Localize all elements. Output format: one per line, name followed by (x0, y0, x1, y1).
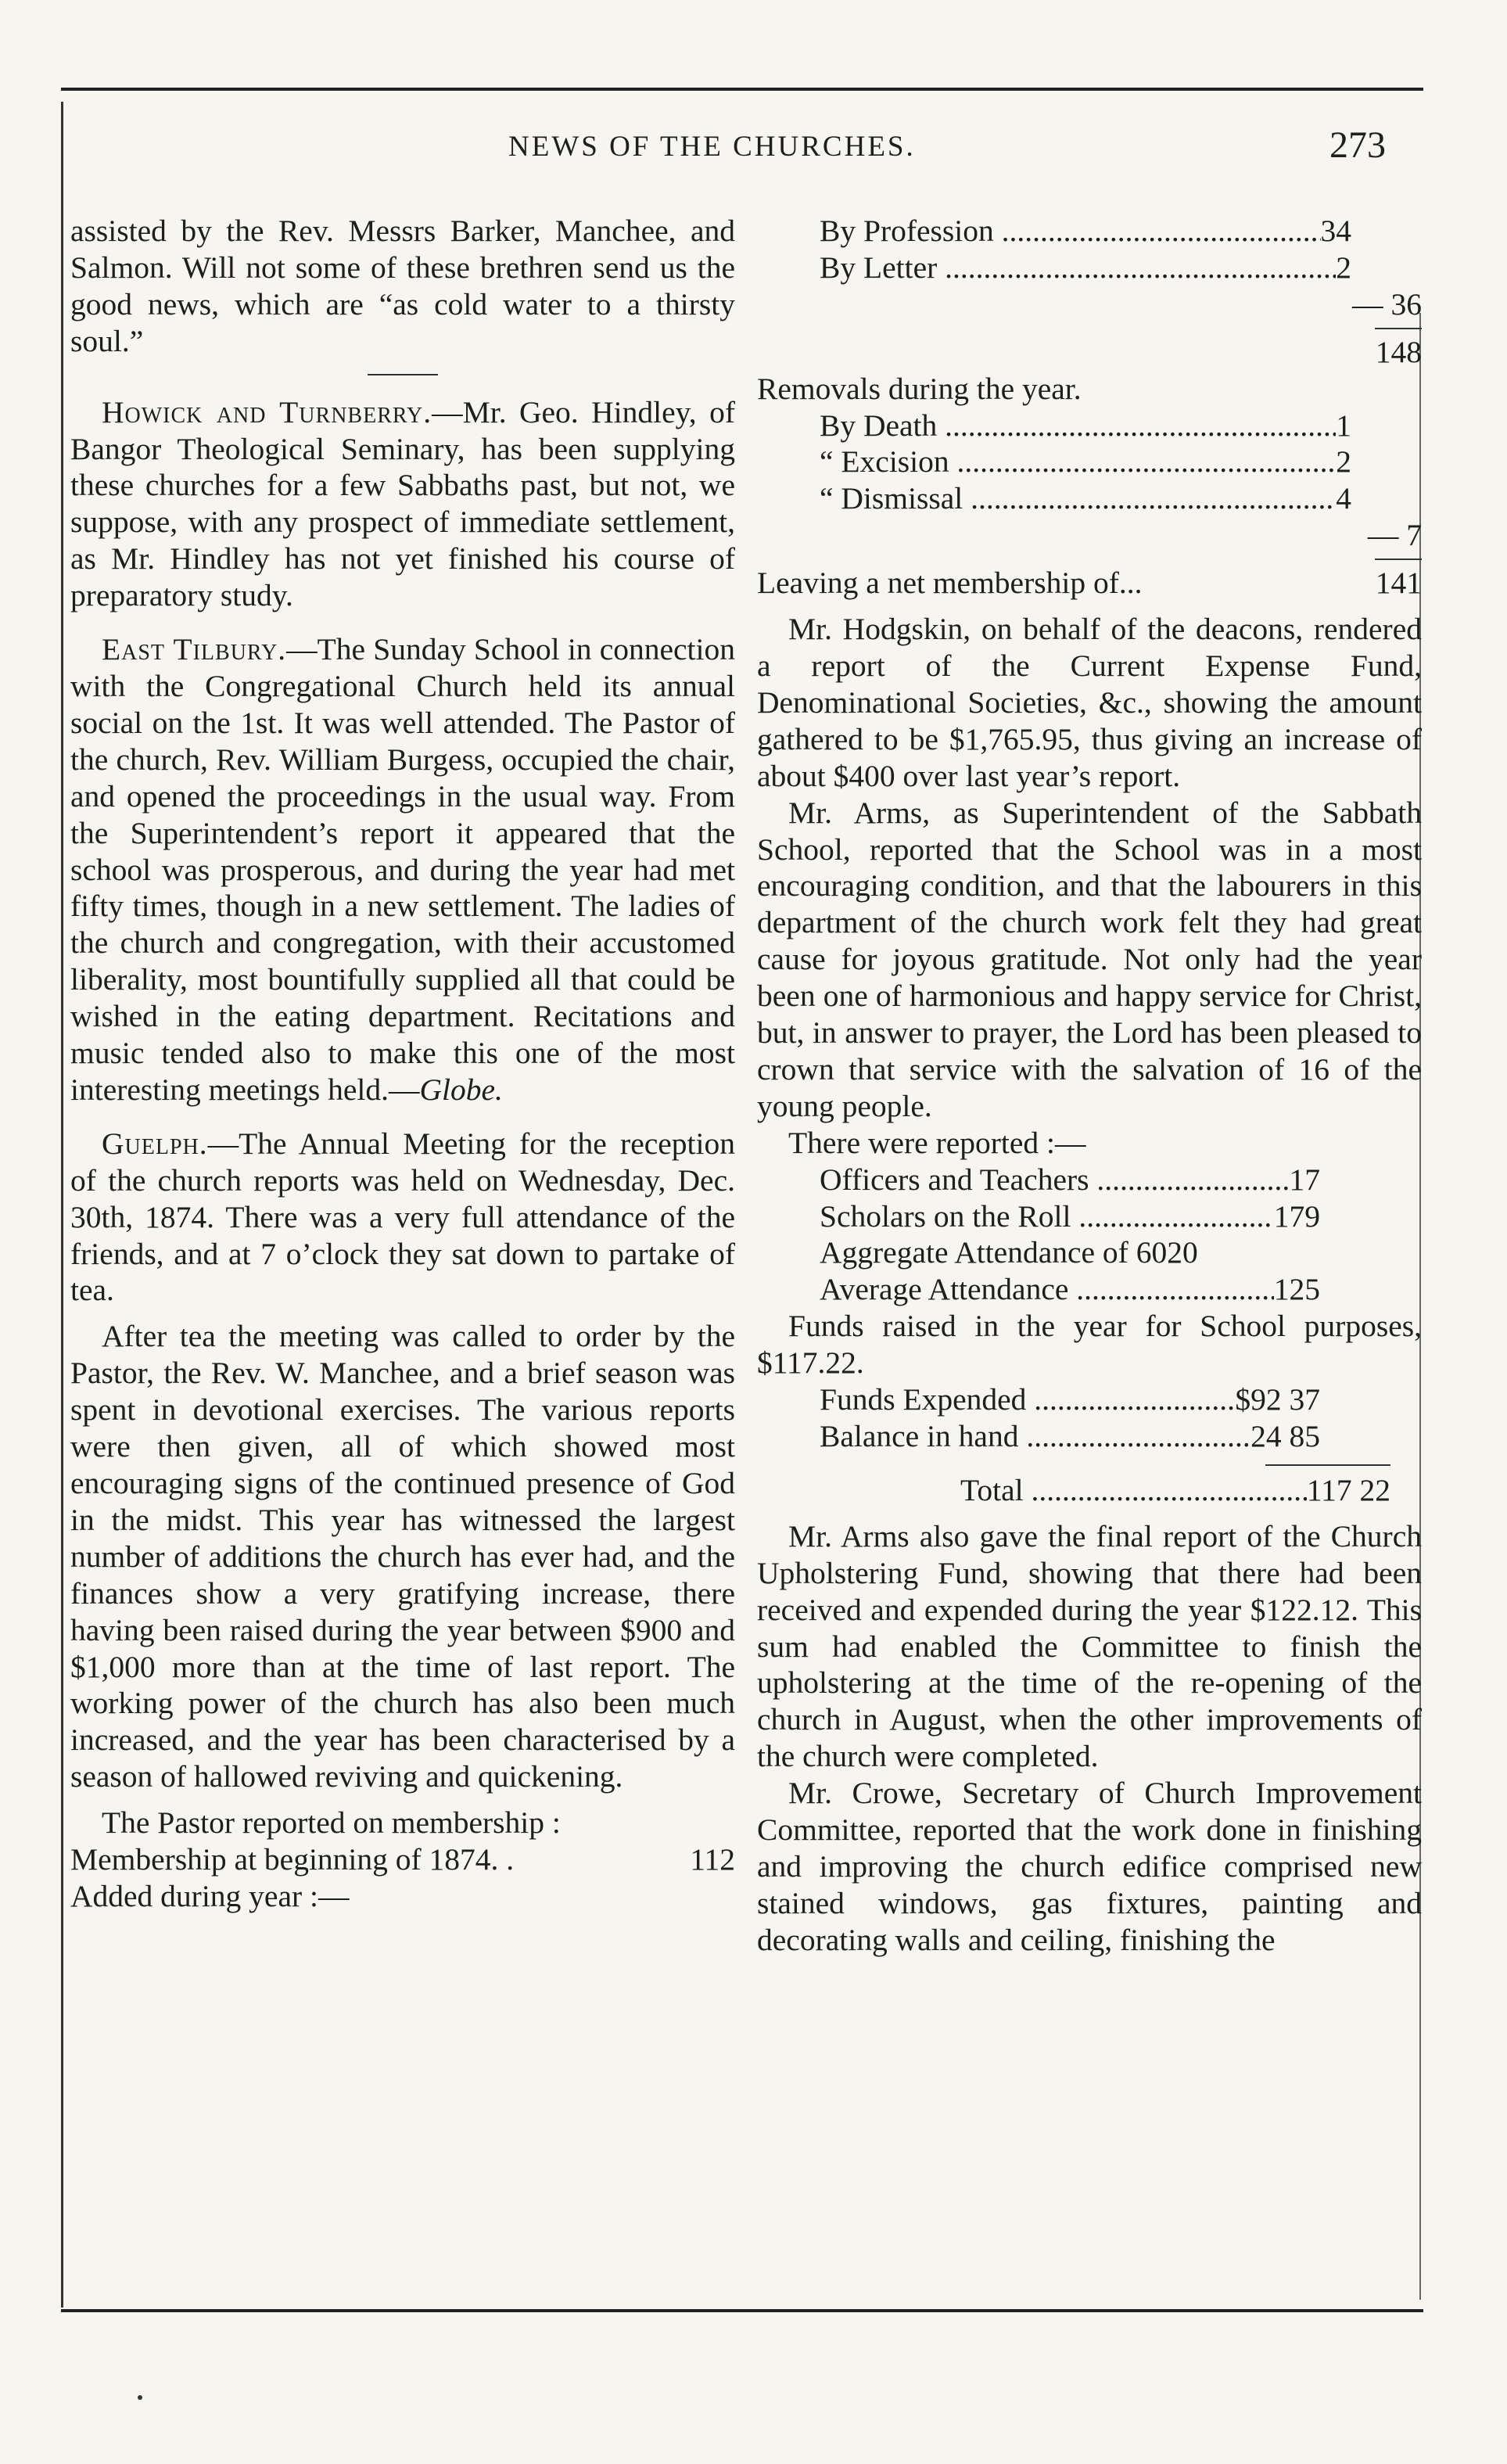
page-number: 273 (1329, 124, 1386, 166)
profession-value: 34 (1320, 214, 1351, 248)
item-heading: Guelph. (102, 1126, 208, 1161)
school-total-row (757, 1472, 1422, 1509)
net-value: 141 (1375, 566, 1422, 601)
death-row (757, 408, 1422, 444)
officers-value: 17 (1289, 1162, 1320, 1197)
paragraph-upholstering: Mr. Arms also gave the final report of the Church Upholstering Fund, showing that there had been received and expended during the year $122.12. This sum had enabled the Committee to finish the upholstering at the time of the re-opening of the church in August, when the other improvements of the church were completed. (757, 1518, 1422, 1774)
membership-label: Membership at beginning of 1874. . (70, 1842, 515, 1877)
aggregate-attendance: Aggregate Attendance of 6020 (820, 1235, 1198, 1270)
ink-speck (138, 2395, 142, 2400)
sum-rule (1375, 559, 1422, 560)
removals-total: — 7 (1367, 518, 1422, 553)
net-label: Leaving a net membership of... (757, 566, 1143, 601)
average-label: Average Attendance ..... (820, 1271, 1274, 1308)
balance-label: Balance in hand ..... (820, 1418, 1250, 1455)
scholars-value: 179 (1273, 1198, 1320, 1234)
paragraph-after-tea: After tea the meeting was called to order by the Pastor, the Rev. W. Manchee, and a brief season was spent in devotional exercises. The various reports were then given, all of which showed most encouraging signs of the continued presence of God in the midst. This year has witnessed the largest number of additions the church has ever had, and the finances show a very gratifying increase, there having been raised during the year between $900 and $1,000 more than at the time of last report. The working power of the church has also been much increased, and the year has been characterised by a season of hallowed reviving and quickening. (70, 1319, 735, 1794)
profession-row (757, 213, 1422, 250)
letter-value: 2 (1336, 250, 1351, 285)
running-title: NEWS OF THE CHURCHES. (508, 131, 916, 163)
expended-value: $92 37 (1235, 1382, 1320, 1417)
dismissal-value: 4 (1336, 481, 1351, 516)
dismissal-label: “ Dismissal ..... (820, 480, 1336, 517)
funds-raised: Funds raised in the year for School purposes, $117.22. (757, 1309, 1422, 1381)
item-text: —The Annual Meeting for the reception of the church reports was held on Wednesday, Dec. 30th, 1874. There was a very full attendance of the friends, and at 7 o’clock they sat down to partake of tea. (70, 1126, 735, 1308)
sum-rule (1375, 328, 1422, 329)
paragraph-hodgskin: Mr. Hodgskin, on behalf of the deacons, rendered a report of the Current Expense Fund, Denominational Societies, &c., showing the amount gathered to be $1,765.95, thus giving an increase of about $400 over last year’s report. (757, 612, 1422, 793)
paragraph-arms-school: Mr. Arms, as Superintendent of the Sabbath School, reported that the School was in a most encouraging condition, and that the labourers in this department of the church work felt they had great cause for joyous gratitude. Not only had the year been one of harmonious and happy service for Christ, but, in answer to prayer, the Lord has been pleased to crown that service with the salvation of 16 of the young people. (757, 795, 1422, 1123)
scholars-row (757, 1198, 1422, 1235)
section-separator (368, 374, 438, 375)
added-total: — 36 (1352, 286, 1422, 321)
paragraph-continued: assisted by the Rev. Messrs Barker, Manchee, and Salmon. Will not some of these brethren send us the good news, which are “as cold water to a thirsty soul.” (70, 214, 735, 358)
item-heading: East Tilbury. (102, 632, 287, 667)
removals-heading: Removals during the year. (757, 371, 1082, 406)
letter-label: By Letter ..... (820, 250, 1336, 286)
death-value: 1 (1336, 408, 1351, 443)
reported-intro: There were reported :— (788, 1125, 1086, 1160)
balance-value: 24 85 (1250, 1419, 1320, 1453)
total-label: Total ..... (960, 1472, 1307, 1509)
dismissal-row (757, 480, 1422, 517)
expended-label: Funds Expended ..... (820, 1381, 1235, 1418)
membership-value: 112 (690, 1842, 735, 1877)
letter-row (757, 250, 1422, 286)
excision-value: 2 (1336, 444, 1351, 480)
membership-row (70, 1841, 735, 1878)
left-column (70, 213, 735, 1915)
profession-label: By Profession ..... (820, 213, 1321, 250)
left-border-rule (61, 102, 63, 2308)
source-credit: Globe. (419, 1072, 503, 1107)
average-value: 125 (1273, 1272, 1320, 1307)
subtotal: 148 (1375, 334, 1422, 369)
item-text: —The Sunday School in connection with the Congregational Church held its annual social on the 1st. It was well attended. The Pastor of the church, Rev. William Burgess, occupied the chair, and opened the proceedings in the usual way. From the Superintendent’s report it appeared that the school was prosperous, and during the year had met fifty times, though in a new settlement. The ladies of the church and congregation, with their accustomed liberality, most bountifully supplied all that could be wished in the eating department. Recitations and music tended also to make this one of the most interesting meetings held.— (70, 632, 736, 1107)
average-row (757, 1271, 1422, 1308)
item-guelph (70, 1126, 735, 1309)
balance-row (757, 1418, 1422, 1455)
net-membership-row (757, 565, 1422, 602)
officers-row (757, 1162, 1422, 1198)
scholars-label: Scholars on the Roll ..... (820, 1198, 1274, 1235)
top-rule (61, 88, 1423, 91)
expended-row (757, 1381, 1422, 1418)
sum-rule (1265, 1464, 1390, 1466)
death-label: By Death ..... (820, 408, 1336, 444)
item-text: —Mr. Geo. Hindley, of Bangor Theological Seminary, has been supplying these churches for a few Sabbaths past, but not, we suppose, with any prospect of immediate settlement, as Mr. Hindley has not yet finished his course of preparatory study. (70, 394, 735, 613)
excision-row (757, 444, 1422, 480)
paragraph-pastor-report: The Pastor reported on membership : (102, 1805, 561, 1841)
excision-label: “ Excision ..... (820, 444, 1336, 480)
total-value: 117 22 (1306, 1472, 1390, 1507)
bottom-rule (61, 2309, 1423, 2312)
officers-label: Officers and Teachers ..... (820, 1162, 1290, 1198)
item-heading: Howick and Turnberry. (102, 394, 432, 429)
item-howick-turnberry (70, 394, 735, 614)
right-column (757, 213, 1422, 1959)
paragraph-crowe: Mr. Crowe, Secretary of Church Improvement Committee, reported that the work done in finishing and improving the church edifice comprised new stained windows, gas fixtures, painting and decorating walls and ceiling, finishing the (757, 1776, 1422, 1957)
added-label: Added during year :— (70, 1878, 350, 1913)
item-east-tilbury (70, 631, 735, 1108)
